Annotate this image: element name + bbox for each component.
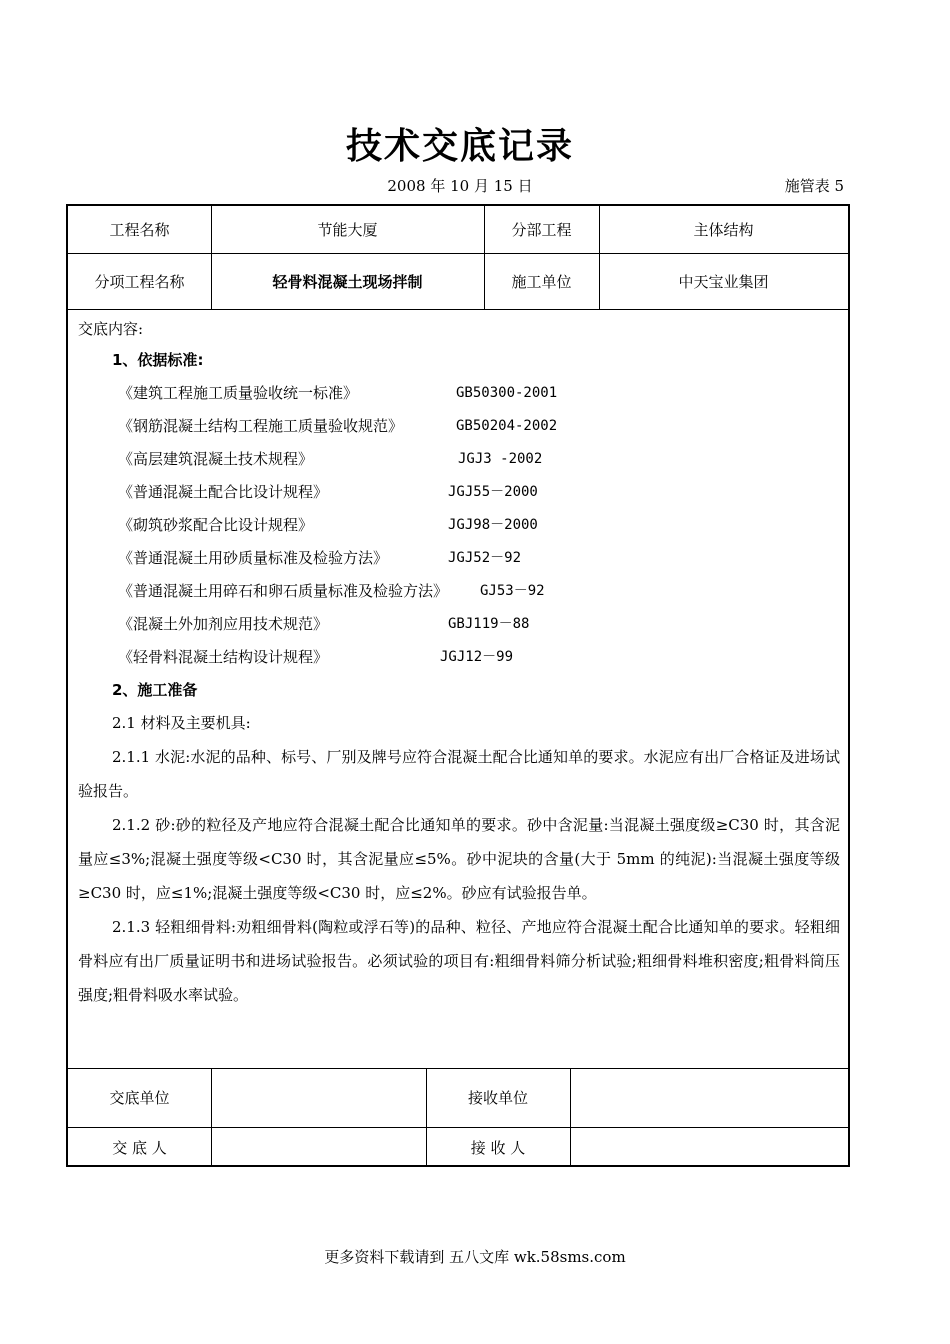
issuer-value[interactable]: [211, 1127, 426, 1167]
standard-code: JGJ55－2000: [448, 484, 538, 500]
division-label: 分部工程: [511, 221, 572, 239]
standard-item: [78, 542, 840, 575]
division-value: 主体结构: [693, 221, 754, 239]
standard-code: JGJ52－92: [448, 550, 522, 566]
paragraph-2-1-2: 2.1.2 砂:砂的粒径及产地应符合混凝土配合比通知单的要求。砂中含泥量:当混凝土强度级≥C30 时，其含泥量应≤3%;混凝土强度等级<C30 时，其含泥量应≤5%。砂中泥块的含量(大于 5mm 的纯泥):当混凝土强度等级≥C30 时，应≤1%;混凝土强度等级<C30 时，应≤2%。砂应有试验报告单。: [78, 816, 840, 902]
standard-code: JGJ12－99: [440, 649, 514, 665]
issuer-unit-value[interactable]: [211, 1068, 426, 1127]
footer-text: 更多资料下载请到 五八文库 wk.58sms.com: [324, 1248, 626, 1266]
standard-item: [78, 410, 840, 443]
section-2-heading: 2、施工准备: [112, 681, 198, 699]
content-area: [78, 314, 840, 1012]
record-date: 2008 年 10 月 15 日: [387, 177, 533, 195]
standard-name: 《高层建筑混凝土技术规程》: [118, 450, 314, 468]
standard-name: 《普通混凝土配合比设计规程》: [118, 483, 329, 501]
page-title: 技术交底记录: [345, 126, 574, 167]
standard-name: 《建筑工程施工质量验收统一标准》: [118, 384, 359, 402]
standard-item: [78, 608, 840, 641]
contractor-value: 中天宝业集团: [678, 272, 769, 291]
project-name-value: 节能大厦: [317, 221, 378, 239]
section-1-heading: 1、依据标准:: [112, 351, 204, 369]
standard-name: 《普通混凝土用砂质量标准及检验方法》: [118, 549, 389, 567]
standard-name: 《普通混凝土用碎石和卵石质量标准及检验方法》: [118, 582, 449, 600]
standard-name: 《混凝土外加剂应用技术规范》: [118, 615, 329, 633]
standard-item: [78, 476, 840, 509]
standard-item: [78, 641, 840, 674]
subsection-2-1: 2.1 材料及主要机具:: [112, 714, 251, 732]
standard-code: JGJ98－2000: [448, 517, 538, 533]
project-name-label: 工程名称: [109, 221, 170, 239]
standard-code: JGJ3 -2002: [458, 451, 543, 467]
standard-item: [78, 509, 840, 542]
standard-name: 《轻骨料混凝土结构设计规程》: [118, 648, 329, 666]
issuer-label: 交 底 人: [112, 1138, 167, 1157]
form-number: 施管表 5: [784, 177, 844, 195]
standard-code: GBJ119－88: [448, 616, 530, 632]
contractor-label: 施工单位: [511, 272, 572, 291]
receiver-label: 接 收 人: [470, 1138, 526, 1157]
content-label: 交底内容:: [78, 320, 144, 338]
standard-code: GJ53－92: [480, 583, 545, 599]
subitem-label: 分项工程名称: [94, 272, 185, 291]
paragraph-2-1-1: 2.1.1 水泥:水泥的品种、标号、厂别及牌号应符合混凝土配合比通知单的要求。水泥应有出厂合格证及进场试验报告。: [78, 748, 840, 800]
standard-code: GB50204-2002: [456, 418, 558, 434]
standard-item: [78, 443, 840, 476]
standard-item: [78, 575, 840, 608]
standard-code: GB50300-2001: [456, 385, 558, 401]
receiver-value[interactable]: [570, 1127, 848, 1167]
receiver-unit-label: 接收单位: [467, 1089, 528, 1107]
issuer-unit-label: 交底单位: [109, 1089, 170, 1107]
record-table: [66, 204, 850, 1167]
receiver-unit-value[interactable]: [570, 1068, 848, 1127]
standard-item: [78, 377, 840, 410]
standard-name: 《砌筑砂浆配合比设计规程》: [118, 516, 314, 534]
standard-name: 《钢筋混凝土结构工程施工质量验收规范》: [118, 417, 404, 435]
paragraph-2-1-3: 2.1.3 轻粗细骨料:劝粗细骨料(陶粒或浮石等)的品种、粒径、产地应符合混凝土配合比通知单的要求。轻粗细骨料应有出厂质量证明书和进场试验报告。必须试验的项目有:粗细骨料筛分析试验;粗细骨料堆积密度;粗骨料筒压强度;粗骨料吸水率试验。: [78, 918, 840, 1004]
subitem-value: 轻骨料混凝土现场拌制: [272, 272, 423, 291]
standards-list: [78, 377, 840, 674]
